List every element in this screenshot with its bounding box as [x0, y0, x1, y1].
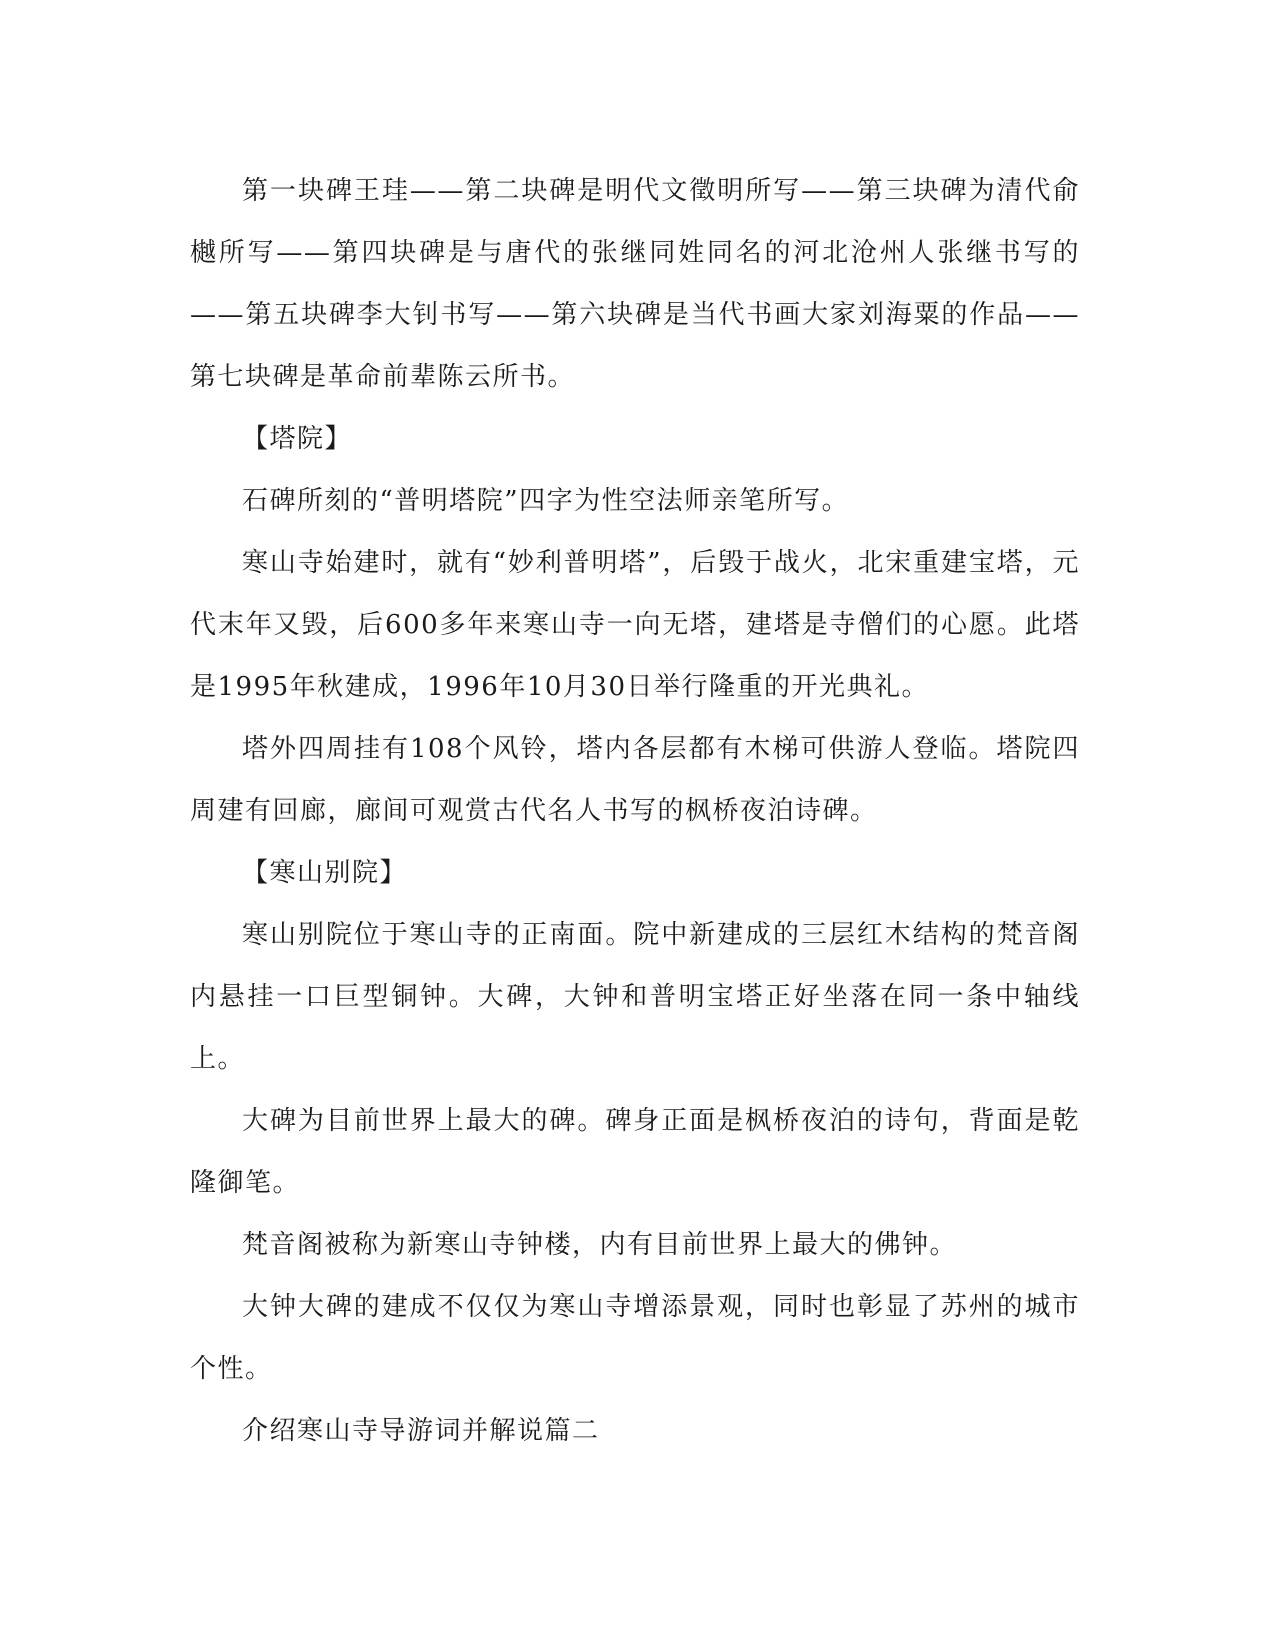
paragraph-pagoda-history: 寒山寺始建时，就有“妙利普明塔”，后毁于战火，北宋重建宝塔，元代末年又毁，后600多年来寒山寺一向无塔，建塔是寺僧们的心愿。此塔是1995年秋建成，1996年10月30日举行隆重的开光典礼。	[190, 548, 1080, 702]
paragraph-pagoda-inscription: 石碑所刻的“普明塔院”四字为性空法师亲笔所写。	[242, 486, 850, 516]
paragraph-annex-location: 寒山别院位于寒山寺的正南面。院中新建成的三层红木结构的梵音阁内悬挂一口巨型铜钟。大碑，大钟和普明宝塔正好坐落在同一条中轴线上。	[190, 920, 1080, 1074]
document-body	[190, 160, 1080, 1462]
section-heading-pagoda-yard: 【塔院】	[242, 424, 353, 454]
paragraph-stele-list: 第一块碑王珪——第二块碑是明代文徵明所写——第三块碑为清代俞樾所写——第四块碑是与唐代的张继同姓同名的河北沧州人张继书写的——第五块碑李大钊书写——第六块碑是当代书画大家刘海粟的作品——第七块碑是革命前辈陈云所书。	[190, 176, 1080, 392]
paragraph-pagoda-bells: 塔外四周挂有108个风铃，塔内各层都有木梯可供游人登临。塔院四周建有回廊，廊间可观赏古代名人书写的枫桥夜泊诗碑。	[190, 734, 1080, 826]
paragraph-fanyin-pavilion: 梵音阁被称为新寒山寺钟楼，内有目前世界上最大的佛钟。	[242, 1230, 958, 1260]
paragraph-great-stele: 大碑为目前世界上最大的碑。碑身正面是枫桥夜泊的诗句，背面是乾隆御笔。	[190, 1106, 1080, 1198]
section-heading-hanshan-annex: 【寒山别院】	[242, 858, 408, 888]
paragraph-bell-stele-significance: 大钟大碑的建成不仅仅为寒山寺增添景观，同时也彰显了苏州的城市个性。	[190, 1292, 1080, 1384]
next-section-title: 介绍寒山寺导游词并解说篇二	[242, 1416, 600, 1446]
